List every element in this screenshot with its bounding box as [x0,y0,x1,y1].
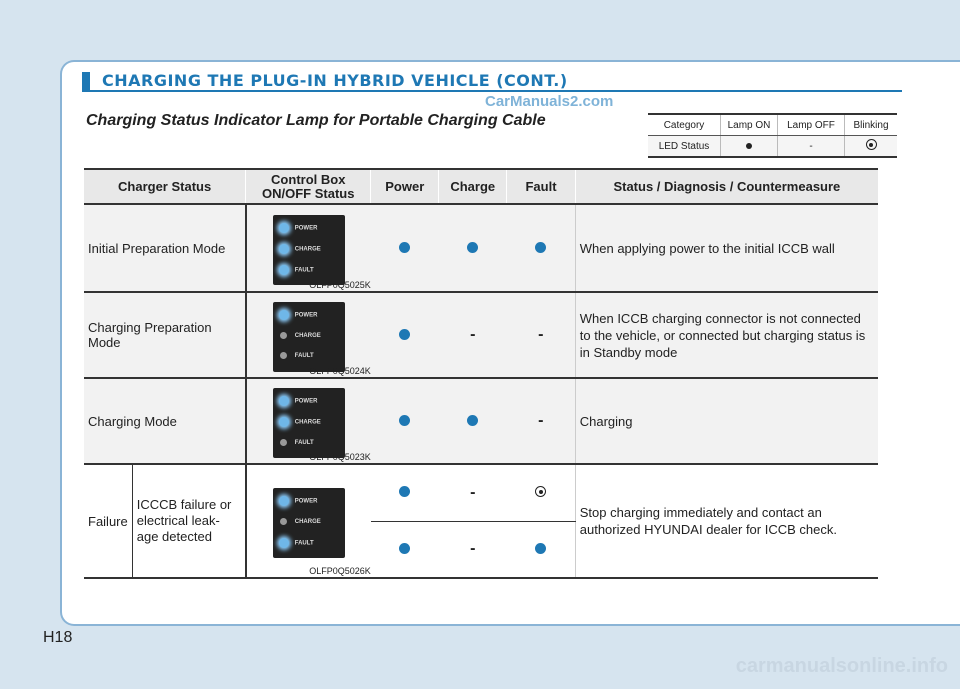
charge-off-dash: - [470,540,476,558]
fault-on-dot [535,242,546,253]
blinking-icon [866,139,877,150]
image-code: OLFP0Q5024K [309,366,371,376]
status-text: When applying power to the initial ICCB wall [575,204,878,292]
lamp-label: POWER [294,498,318,505]
fault-on-dot [535,543,546,554]
control-box-image [273,215,345,285]
title-bar [82,72,902,92]
legend-header: Lamp ON [721,114,778,136]
charge-lamp-icon [280,332,287,339]
col-header: Fault [507,169,576,204]
image-code: OLFP0Q5026K [309,566,371,576]
lamp-label: CHARGE [294,419,321,426]
power-lamp-icon [279,310,289,320]
title-accent [82,72,90,92]
table-row [84,378,878,464]
lamp-label: POWER [294,312,318,319]
lamp-label: CHARGE [294,333,321,340]
legend-header: Category [648,114,721,136]
lamp-label: FAULT [294,440,314,447]
col-header: Power [371,169,439,204]
legend-table [648,113,897,158]
power-on-dot [399,242,410,253]
control-box-image [273,302,345,372]
charge-off-dash: - [470,483,476,501]
control-box-image [273,488,345,558]
power-lamp-icon [279,396,289,406]
status-table [84,168,878,579]
power-on-dot [399,543,410,554]
col-header: Status / Diagnosis / Countermeasure [575,169,878,204]
charger-status: Charging Mode [84,378,246,464]
watermark-top: CarManuals2.com [485,93,614,110]
control-box-image [273,388,345,458]
charge-lamp-icon [280,518,287,525]
page-number: H18 [43,629,73,646]
lamp-label: POWER [294,398,318,405]
power-on-dot [399,486,410,497]
charge-on-dot [467,242,478,253]
status-text: When ICCB charging connector is not connected to the vehicle, or connected but charging status is in Standby mode [575,292,878,378]
col-header: Charge [439,169,507,204]
table-row [84,204,878,292]
footer-watermark: carmanualsonline.info [735,655,948,677]
power-on-dot [399,329,410,340]
image-code: OLFP0Q5025K [309,280,371,290]
charge-lamp-icon [279,417,289,427]
power-lamp-icon [279,496,289,506]
charger-status: Charging Preparation Mode [84,292,246,378]
failure-description: ICCCB failure or electrical leak-age detected [132,464,246,578]
lamp-label: POWER [294,225,318,232]
lamp-on-icon [746,143,752,149]
page-title: CHARGING THE PLUG-IN HYBRID VEHICLE (CONT.) [102,71,568,90]
fault-blinking-icon [535,486,546,497]
col-header: Control Box ON/OFF Status [246,169,371,204]
charge-off-dash: - [470,326,476,343]
legend-header: Blinking [845,114,898,136]
charge-lamp-icon [279,244,289,254]
lamp-label: CHARGE [294,519,321,526]
fault-lamp-icon [279,538,289,548]
lamp-label: FAULT [294,353,314,360]
table-row [84,292,878,378]
image-code: OLFP0Q5023K [309,452,371,462]
charge-on-dot [467,415,478,426]
status-text: Stop charging immediately and contact an authorized HYUNDAI dealer for ICCB check. [575,464,878,578]
section-title: Charging Status Indicator Lamp for Portable Charging Cable [86,112,546,129]
lamp-label: FAULT [294,540,314,547]
fault-lamp-icon [279,265,289,275]
legend-header: Lamp OFF [778,114,845,136]
lamp-label: FAULT [294,267,314,274]
charger-status: Failure [84,464,132,578]
charger-status: Initial Preparation Mode [84,204,246,292]
fault-lamp-icon [280,439,287,446]
table-row [84,464,878,521]
legend-row-label: LED Status [648,136,721,158]
fault-off-dash: - [538,326,544,343]
fault-lamp-icon [280,352,287,359]
status-text: Charging [575,378,878,464]
lamp-off-symbol: - [778,136,845,158]
power-on-dot [399,415,410,426]
col-header: Charger Status [84,169,246,204]
power-lamp-icon [279,223,289,233]
lamp-label: CHARGE [294,246,321,253]
fault-off-dash: - [538,412,544,429]
